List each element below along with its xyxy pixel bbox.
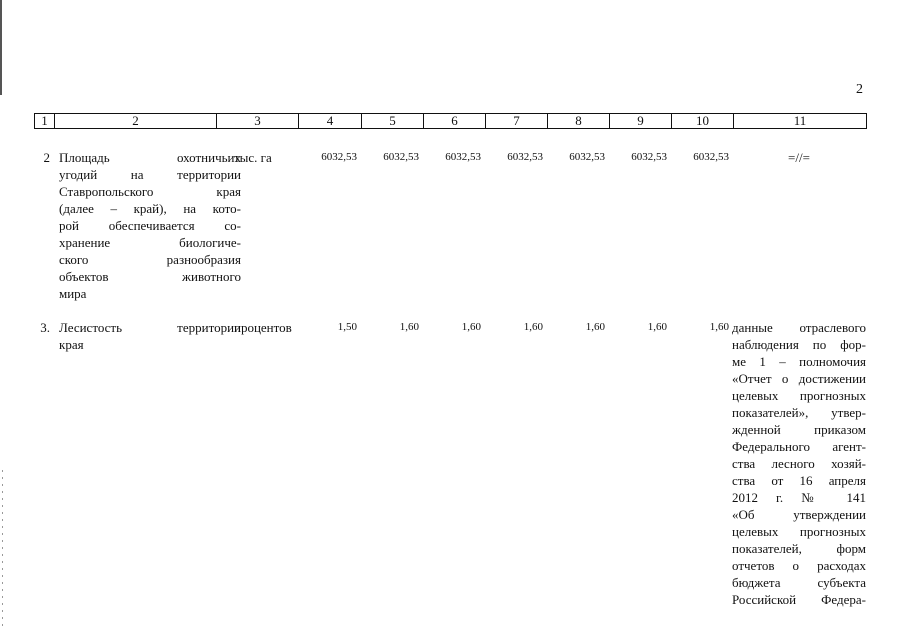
page-left-edge-line xyxy=(0,0,2,95)
value-cell: 6032,53 xyxy=(445,151,481,163)
header-col-5: 5 xyxy=(362,114,424,129)
value-cell: 6032,53 xyxy=(631,151,667,163)
indicator-name: Площадь охотничьих угодий на территории Ставропольского края (далее – край), на кото- рой обеспечивается со- хранение биологиче- ского разнообразия объектов животного мира xyxy=(59,150,241,301)
value-cell: 1,60 xyxy=(585,321,605,333)
value-cell: 6032,53 xyxy=(383,151,419,163)
header-col-7: 7 xyxy=(486,114,548,129)
value-cell: 6032,53 xyxy=(693,151,729,163)
value-cell: 1,60 xyxy=(399,321,419,333)
page-number: 2 xyxy=(856,82,863,97)
header-col-2: 2 xyxy=(55,114,217,129)
header-col-3: 3 xyxy=(217,114,299,129)
value-cell: 1,50 xyxy=(337,321,357,333)
page-left-edge-dots xyxy=(2,470,3,630)
header-col-11: 11 xyxy=(734,114,867,129)
value-cell: 1,60 xyxy=(461,321,481,333)
header-col-6: 6 xyxy=(424,114,486,129)
value-cell: 1,60 xyxy=(709,321,729,333)
header-col-4: 4 xyxy=(299,114,362,129)
header-col-10: 10 xyxy=(672,114,734,129)
value-cell: 6032,53 xyxy=(507,151,543,163)
header-col-9: 9 xyxy=(610,114,672,129)
value-cell: 6032,53 xyxy=(321,151,357,163)
value-cell: 6032,53 xyxy=(569,151,605,163)
column-number-header xyxy=(34,113,867,129)
data-source: данные отраслевого наблюдения по фор- ме 1 – полномочия «Отчет о достижении целевых прогнозных показателей», утвер- жденной приказом Федерального агент- ства лесного хозяй- ства от 16 апреля 2012 г. № 141 «Об утверждении целевых прогнозных показателей, форм отчетов о расходах бюджета субъекта Российской Федера- xyxy=(732,320,866,607)
header-col-1: 1 xyxy=(35,114,55,129)
value-cell: 1,60 xyxy=(523,321,543,333)
row-number: 2 xyxy=(43,150,50,165)
value-cell: 1,60 xyxy=(647,321,667,333)
unit-of-measure: тыс. га xyxy=(234,150,272,165)
data-source: =//= xyxy=(788,150,810,165)
indicator-name: Лесистость территории края xyxy=(59,320,241,352)
row-number: 3. xyxy=(40,320,50,335)
header-col-8: 8 xyxy=(548,114,610,129)
unit-of-measure: процентов xyxy=(234,320,292,335)
